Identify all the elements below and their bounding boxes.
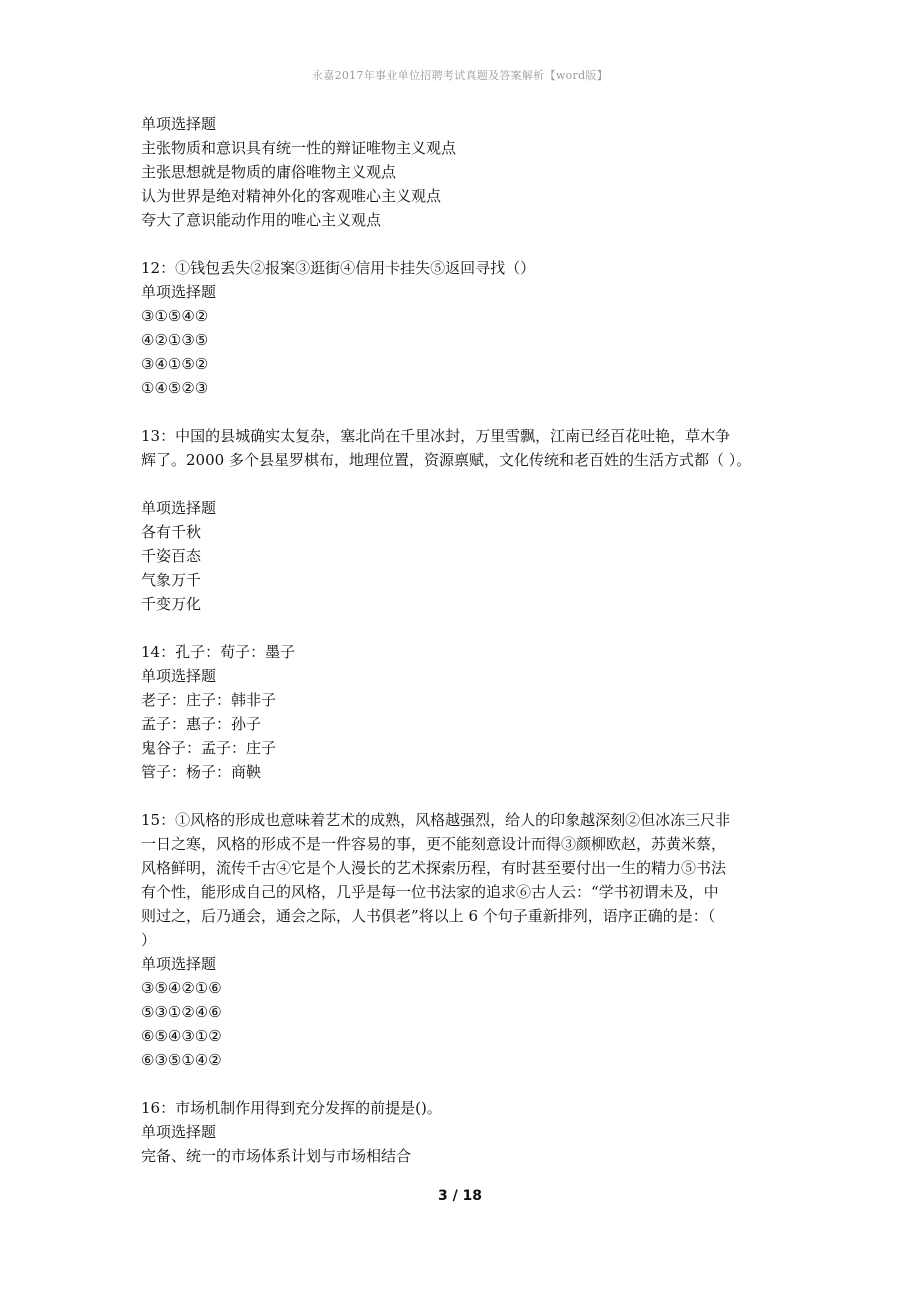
question-stem-line: 则过之，后乃通会，通会之际，人书俱老”将以上 6 个句子重新排列，语序正确的是：（ <box>141 907 716 925</box>
question-14 <box>141 640 791 784</box>
option: 主张物质和意识具有统一性的辩证唯物主义观点 <box>141 139 457 157</box>
question-15 <box>141 808 791 1072</box>
question-type: 单项选择题 <box>141 115 217 133</box>
question-type: 单项选择题 <box>141 667 217 685</box>
question-stem-line: 13：中国的县城确实太复杂，塞北尚在千里冰封，万里雪飘，江南已经百花吐艳，草木争 <box>141 427 731 445</box>
option: 主张思想就是物质的庸俗唯物主义观点 <box>141 163 397 181</box>
option: ⑤③①②④⑥ <box>141 1003 222 1021</box>
option: 千变万化 <box>141 595 202 613</box>
question-type: 单项选择题 <box>141 955 217 973</box>
option: ③①⑤④② <box>141 307 209 325</box>
question-stem: 12：①钱包丢失②报案③逛街④信用卡挂失⑤返回寻找（） <box>141 259 536 277</box>
question-16 <box>141 1096 791 1168</box>
question-stem: 16：市场机制作用得到充分发挥的前提是()。 <box>141 1099 442 1117</box>
question-stem-line: ） <box>141 931 157 949</box>
option: ③④①⑤② <box>141 355 209 373</box>
page-header: 永嘉2017年事业单位招聘考试真题及答案解析【word版】 <box>311 69 609 82</box>
question-13 <box>141 424 791 616</box>
option: ①④⑤②③ <box>141 379 209 397</box>
question-12 <box>141 256 791 400</box>
option: 千姿百态 <box>141 547 202 565</box>
question-stem-line: 风格鲜明，流传千古④它是个人漫长的艺术探索历程，有时甚至要付出一生的精力⑤书法 <box>141 859 727 877</box>
document-body <box>141 112 791 1192</box>
option: 夸大了意识能动作用的唯心主义观点 <box>141 211 382 229</box>
question-stem-line: 辉了。2000 多个县星罗棋布，地理位置，资源禀赋，文化传统和老百姓的生活方式都（ ）。 <box>141 451 752 469</box>
option: 老子：庄子：韩非子 <box>141 691 277 709</box>
option: 认为世界是绝对精神外化的客观唯心主义观点 <box>141 187 442 205</box>
question-stem-line: 有个性，能形成自己的风格，几乎是每一位书法家的追求⑥古人云：“学书初谓未及，中 <box>141 883 719 901</box>
page-number: 3 / 18 <box>437 1188 483 1204</box>
question-type: 单项选择题 <box>141 499 217 517</box>
option: ④②①③⑤ <box>141 331 209 349</box>
question-stem: 14：孔子：荀子：墨子 <box>141 643 296 661</box>
option: ⑥⑤④③①② <box>141 1027 222 1045</box>
option: 孟子：惠子：孙子 <box>141 715 262 733</box>
question-stem-line: 15：①风格的形成也意味着艺术的成熟，风格越强烈，给人的印象越深刻②但冰冻三尺非 <box>141 811 731 829</box>
question-type: 单项选择题 <box>141 283 217 301</box>
option: 鬼谷子：孟子：庄子 <box>141 739 277 757</box>
option: 气象万千 <box>141 571 202 589</box>
option: ③⑤④②①⑥ <box>141 979 222 997</box>
question-type: 单项选择题 <box>141 1123 217 1141</box>
spacer <box>141 472 791 496</box>
question-stem-line: 一日之寒，风格的形成不是一件容易的事，更不能刻意设计而得③颜柳欧赵，苏黄米蔡， <box>141 835 727 853</box>
option: 完备、统一的市场体系计划与市场相结合 <box>141 1147 412 1165</box>
option: ⑥③⑤①④② <box>141 1051 222 1069</box>
option: 管子：杨子：商鞅 <box>141 763 262 781</box>
option: 各有千秋 <box>141 523 202 541</box>
question-11 <box>141 112 791 232</box>
